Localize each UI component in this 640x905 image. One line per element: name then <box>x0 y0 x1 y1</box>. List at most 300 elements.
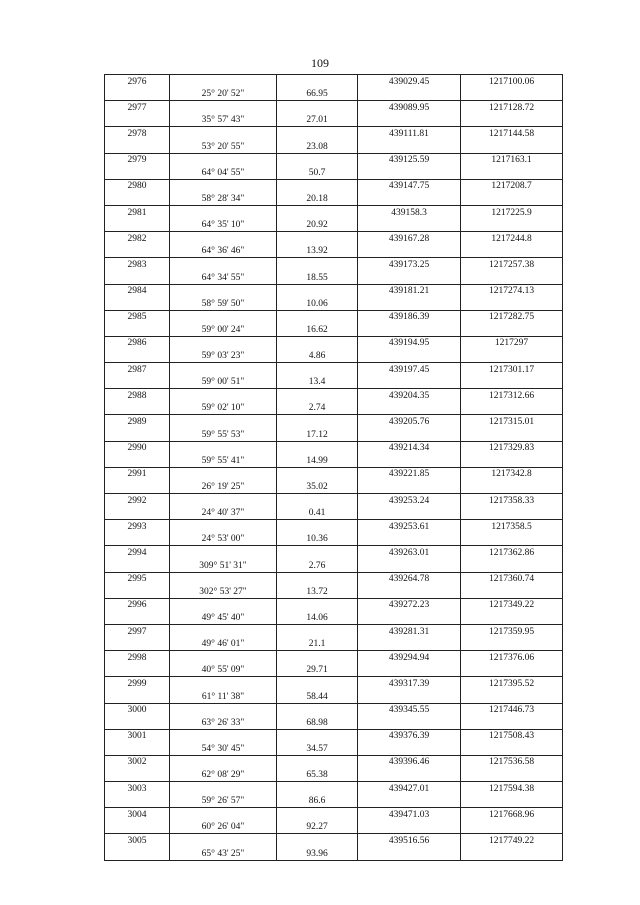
point-id-cell: 3001 <box>105 729 170 742</box>
northing-cell: 1217329.83 <box>461 441 563 454</box>
easting-cell: 439294.94 <box>358 651 461 664</box>
northing-cell: 1217508.43 <box>461 729 563 742</box>
easting-cell: 439111.81 <box>358 127 461 140</box>
segment-row <box>105 140 563 153</box>
segment-id-empty-cell <box>105 795 170 808</box>
easting-cell: 439396.46 <box>358 755 461 768</box>
segment-y-empty-cell <box>461 297 563 310</box>
point-row <box>105 336 563 349</box>
segment-id-empty-cell <box>105 297 170 310</box>
northing-cell: 1217301.17 <box>461 363 563 376</box>
point-distance-empty-cell <box>277 520 358 533</box>
segment-y-empty-cell <box>461 847 563 860</box>
bearing-cell: 64° 34' 55" <box>170 271 277 284</box>
segment-y-empty-cell <box>461 88 563 101</box>
distance-cell: 16.62 <box>277 323 358 336</box>
segment-row <box>105 559 563 572</box>
coordinate-table <box>104 74 563 861</box>
point-row <box>105 572 563 585</box>
northing-cell: 1217163.1 <box>461 153 563 166</box>
point-row <box>105 101 563 114</box>
bearing-cell: 64° 04' 55" <box>170 166 277 179</box>
easting-cell: 439214.34 <box>358 441 461 454</box>
segment-id-empty-cell <box>105 768 170 781</box>
segment-id-empty-cell <box>105 376 170 389</box>
bearing-cell: 59° 55' 41" <box>170 454 277 467</box>
segment-id-empty-cell <box>105 821 170 834</box>
easting-cell: 439253.61 <box>358 520 461 533</box>
northing-cell: 1217446.73 <box>461 703 563 716</box>
bearing-cell: 59° 02' 10" <box>170 402 277 415</box>
distance-cell: 4.86 <box>277 349 358 362</box>
segment-x-empty-cell <box>358 88 461 101</box>
easting-cell: 439376.39 <box>358 729 461 742</box>
segment-x-empty-cell <box>358 219 461 232</box>
point-bearing-empty-cell <box>170 205 277 218</box>
point-bearing-empty-cell <box>170 703 277 716</box>
easting-cell: 439205.76 <box>358 415 461 428</box>
northing-cell: 1217128.72 <box>461 101 563 114</box>
segment-row <box>105 428 563 441</box>
point-distance-empty-cell <box>277 363 358 376</box>
segment-id-empty-cell <box>105 166 170 179</box>
bearing-cell: 64° 35' 10" <box>170 219 277 232</box>
segment-x-empty-cell <box>358 690 461 703</box>
point-bearing-empty-cell <box>170 258 277 271</box>
bearing-cell: 49° 46' 01" <box>170 638 277 651</box>
segment-id-empty-cell <box>105 507 170 520</box>
point-distance-empty-cell <box>277 624 358 637</box>
easting-cell: 439253.24 <box>358 494 461 507</box>
segment-row <box>105 821 563 834</box>
easting-cell: 439317.39 <box>358 677 461 690</box>
coordinate-table-body <box>105 75 563 861</box>
point-id-cell: 3003 <box>105 782 170 795</box>
point-row <box>105 389 563 402</box>
segment-x-empty-cell <box>358 795 461 808</box>
point-id-cell: 2997 <box>105 624 170 637</box>
segment-row <box>105 271 563 284</box>
point-row <box>105 677 563 690</box>
distance-cell: 92.27 <box>277 821 358 834</box>
point-distance-empty-cell <box>277 153 358 166</box>
point-id-cell: 2994 <box>105 546 170 559</box>
bearing-cell: 64° 36' 46" <box>170 245 277 258</box>
segment-x-empty-cell <box>358 768 461 781</box>
segment-x-empty-cell <box>358 271 461 284</box>
point-row <box>105 363 563 376</box>
segment-y-empty-cell <box>461 454 563 467</box>
segment-id-empty-cell <box>105 192 170 205</box>
northing-cell: 1217749.22 <box>461 834 563 847</box>
segment-x-empty-cell <box>358 821 461 834</box>
point-distance-empty-cell <box>277 310 358 323</box>
point-bearing-empty-cell <box>170 232 277 245</box>
distance-cell: 14.06 <box>277 611 358 624</box>
bearing-cell: 24° 53' 00" <box>170 533 277 546</box>
point-row <box>105 441 563 454</box>
segment-id-empty-cell <box>105 271 170 284</box>
northing-cell: 1217594.38 <box>461 782 563 795</box>
point-id-cell: 2995 <box>105 572 170 585</box>
point-distance-empty-cell <box>277 415 358 428</box>
bearing-cell: 60° 26' 04" <box>170 821 277 834</box>
page-number: 109 <box>311 56 329 70</box>
segment-id-empty-cell <box>105 140 170 153</box>
distance-cell: 27.01 <box>277 114 358 127</box>
easting-cell: 439167.28 <box>358 232 461 245</box>
bearing-cell: 49° 45' 40" <box>170 611 277 624</box>
northing-cell: 1217244.8 <box>461 232 563 245</box>
point-row <box>105 258 563 271</box>
point-distance-empty-cell <box>277 494 358 507</box>
point-distance-empty-cell <box>277 782 358 795</box>
segment-y-empty-cell <box>461 664 563 677</box>
segment-x-empty-cell <box>358 664 461 677</box>
northing-cell: 1217297 <box>461 336 563 349</box>
point-id-cell: 2977 <box>105 101 170 114</box>
point-distance-empty-cell <box>277 546 358 559</box>
bearing-cell: 59° 00' 51" <box>170 376 277 389</box>
northing-cell: 1217536.58 <box>461 755 563 768</box>
point-distance-empty-cell <box>277 75 358 88</box>
point-distance-empty-cell <box>277 808 358 821</box>
segment-row <box>105 245 563 258</box>
coordinate-table-container <box>104 74 559 861</box>
segment-row <box>105 690 563 703</box>
point-bearing-empty-cell <box>170 651 277 664</box>
segment-row <box>105 742 563 755</box>
segment-id-empty-cell <box>105 454 170 467</box>
segment-y-empty-cell <box>461 376 563 389</box>
bearing-cell: 61° 11' 38" <box>170 690 277 703</box>
point-row <box>105 179 563 192</box>
point-id-cell: 2987 <box>105 363 170 376</box>
point-row <box>105 153 563 166</box>
segment-y-empty-cell <box>461 795 563 808</box>
segment-row <box>105 192 563 205</box>
distance-cell: 21.1 <box>277 638 358 651</box>
bearing-cell: 59° 00' 24" <box>170 323 277 336</box>
point-distance-empty-cell <box>277 232 358 245</box>
point-id-cell: 2976 <box>105 75 170 88</box>
point-bearing-empty-cell <box>170 808 277 821</box>
point-bearing-empty-cell <box>170 572 277 585</box>
segment-row <box>105 585 563 598</box>
bearing-cell: 63° 26' 33" <box>170 716 277 729</box>
point-id-cell: 2999 <box>105 677 170 690</box>
segment-y-empty-cell <box>461 140 563 153</box>
segment-y-empty-cell <box>461 402 563 415</box>
point-distance-empty-cell <box>277 598 358 611</box>
distance-cell: 13.4 <box>277 376 358 389</box>
bearing-cell: 58° 28' 34" <box>170 192 277 205</box>
point-id-cell: 2984 <box>105 284 170 297</box>
segment-y-empty-cell <box>461 559 563 572</box>
segment-y-empty-cell <box>461 716 563 729</box>
segment-row <box>105 376 563 389</box>
easting-cell: 439221.85 <box>358 467 461 480</box>
segment-x-empty-cell <box>358 480 461 493</box>
segment-x-empty-cell <box>358 611 461 624</box>
segment-row <box>105 533 563 546</box>
point-distance-empty-cell <box>277 834 358 847</box>
point-bearing-empty-cell <box>170 75 277 88</box>
northing-cell: 1217225.9 <box>461 205 563 218</box>
bearing-cell: 65° 43' 25" <box>170 847 277 860</box>
segment-row <box>105 114 563 127</box>
segment-x-empty-cell <box>358 507 461 520</box>
distance-cell: 0.41 <box>277 507 358 520</box>
segment-id-empty-cell <box>105 480 170 493</box>
point-bearing-empty-cell <box>170 782 277 795</box>
segment-x-empty-cell <box>358 559 461 572</box>
distance-cell: 66.95 <box>277 88 358 101</box>
bearing-cell: 58° 59' 50" <box>170 297 277 310</box>
distance-cell: 13.72 <box>277 585 358 598</box>
northing-cell: 1217362.86 <box>461 546 563 559</box>
point-row <box>105 415 563 428</box>
segment-y-empty-cell <box>461 638 563 651</box>
segment-id-empty-cell <box>105 847 170 860</box>
point-bearing-empty-cell <box>170 467 277 480</box>
point-bearing-empty-cell <box>170 520 277 533</box>
point-distance-empty-cell <box>277 677 358 690</box>
bearing-cell: 26° 19' 25" <box>170 480 277 493</box>
point-row <box>105 703 563 716</box>
point-id-cell: 2988 <box>105 389 170 402</box>
bearing-cell: 54° 30' 45" <box>170 742 277 755</box>
segment-y-empty-cell <box>461 768 563 781</box>
segment-id-empty-cell <box>105 585 170 598</box>
segment-x-empty-cell <box>358 376 461 389</box>
point-row <box>105 205 563 218</box>
distance-cell: 23.08 <box>277 140 358 153</box>
point-distance-empty-cell <box>277 572 358 585</box>
segment-y-empty-cell <box>461 271 563 284</box>
segment-row <box>105 297 563 310</box>
segment-id-empty-cell <box>105 402 170 415</box>
point-id-cell: 2991 <box>105 467 170 480</box>
point-id-cell: 2989 <box>105 415 170 428</box>
point-bearing-empty-cell <box>170 363 277 376</box>
easting-cell: 439125.59 <box>358 153 461 166</box>
segment-id-empty-cell <box>105 428 170 441</box>
segment-row <box>105 507 563 520</box>
point-row <box>105 808 563 821</box>
point-id-cell: 2990 <box>105 441 170 454</box>
bearing-cell: 59° 55' 53" <box>170 428 277 441</box>
northing-cell: 1217257.38 <box>461 258 563 271</box>
easting-cell: 439181.21 <box>358 284 461 297</box>
segment-y-empty-cell <box>461 114 563 127</box>
segment-y-empty-cell <box>461 166 563 179</box>
northing-cell: 1217358.5 <box>461 520 563 533</box>
segment-x-empty-cell <box>358 454 461 467</box>
point-bearing-empty-cell <box>170 598 277 611</box>
point-distance-empty-cell <box>277 336 358 349</box>
bearing-cell: 59° 26' 57" <box>170 795 277 808</box>
point-id-cell: 2979 <box>105 153 170 166</box>
segment-x-empty-cell <box>358 585 461 598</box>
segment-row <box>105 88 563 101</box>
segment-y-empty-cell <box>461 507 563 520</box>
segment-id-empty-cell <box>105 245 170 258</box>
point-row <box>105 467 563 480</box>
segment-x-empty-cell <box>358 192 461 205</box>
easting-cell: 439029.45 <box>358 75 461 88</box>
point-distance-empty-cell <box>277 389 358 402</box>
point-id-cell: 3005 <box>105 834 170 847</box>
segment-x-empty-cell <box>358 428 461 441</box>
segment-x-empty-cell <box>358 297 461 310</box>
bearing-cell: 24° 40' 37" <box>170 507 277 520</box>
point-bearing-empty-cell <box>170 336 277 349</box>
segment-x-empty-cell <box>358 847 461 860</box>
segment-row <box>105 166 563 179</box>
point-distance-empty-cell <box>277 467 358 480</box>
easting-cell: 439427.01 <box>358 782 461 795</box>
segment-row <box>105 219 563 232</box>
point-id-cell: 3002 <box>105 755 170 768</box>
segment-y-empty-cell <box>461 219 563 232</box>
segment-y-empty-cell <box>461 611 563 624</box>
segment-y-empty-cell <box>461 690 563 703</box>
bearing-cell: 25° 20' 52" <box>170 88 277 101</box>
point-id-cell: 2985 <box>105 310 170 323</box>
distance-cell: 14.99 <box>277 454 358 467</box>
point-bearing-empty-cell <box>170 546 277 559</box>
easting-cell: 439272.23 <box>358 598 461 611</box>
distance-cell: 35.02 <box>277 480 358 493</box>
segment-x-empty-cell <box>358 638 461 651</box>
segment-row <box>105 638 563 651</box>
segment-x-empty-cell <box>358 114 461 127</box>
segment-id-empty-cell <box>105 716 170 729</box>
point-row <box>105 232 563 245</box>
segment-row <box>105 454 563 467</box>
point-distance-empty-cell <box>277 284 358 297</box>
distance-cell: 50.7 <box>277 166 358 179</box>
point-bearing-empty-cell <box>170 101 277 114</box>
segment-id-empty-cell <box>105 114 170 127</box>
segment-row <box>105 323 563 336</box>
point-id-cell: 2982 <box>105 232 170 245</box>
point-id-cell: 2996 <box>105 598 170 611</box>
northing-cell: 1217315.01 <box>461 415 563 428</box>
easting-cell: 439264.78 <box>358 572 461 585</box>
northing-cell: 1217282.75 <box>461 310 563 323</box>
point-id-cell: 2981 <box>105 205 170 218</box>
distance-cell: 10.36 <box>277 533 358 546</box>
point-distance-empty-cell <box>277 258 358 271</box>
segment-y-empty-cell <box>461 821 563 834</box>
segment-id-empty-cell <box>105 219 170 232</box>
easting-cell: 439089.95 <box>358 101 461 114</box>
northing-cell: 1217274.13 <box>461 284 563 297</box>
northing-cell: 1217208.7 <box>461 179 563 192</box>
point-bearing-empty-cell <box>170 153 277 166</box>
segment-id-empty-cell <box>105 638 170 651</box>
segment-id-empty-cell <box>105 664 170 677</box>
point-distance-empty-cell <box>277 127 358 140</box>
segment-row <box>105 611 563 624</box>
northing-cell: 1217360.74 <box>461 572 563 585</box>
point-row <box>105 127 563 140</box>
distance-cell: 58.44 <box>277 690 358 703</box>
segment-x-empty-cell <box>358 140 461 153</box>
bearing-cell: 62° 08' 29" <box>170 768 277 781</box>
segment-id-empty-cell <box>105 88 170 101</box>
segment-x-empty-cell <box>358 742 461 755</box>
segment-x-empty-cell <box>358 349 461 362</box>
point-bearing-empty-cell <box>170 415 277 428</box>
segment-row <box>105 847 563 860</box>
bearing-cell: 53° 20' 55" <box>170 140 277 153</box>
segment-row <box>105 480 563 493</box>
point-id-cell: 3004 <box>105 808 170 821</box>
northing-cell: 1217349.22 <box>461 598 563 611</box>
point-distance-empty-cell <box>277 101 358 114</box>
point-id-cell: 2992 <box>105 494 170 507</box>
segment-id-empty-cell <box>105 349 170 362</box>
distance-cell: 18.55 <box>277 271 358 284</box>
distance-cell: 2.74 <box>277 402 358 415</box>
segment-x-empty-cell <box>358 323 461 336</box>
point-bearing-empty-cell <box>170 729 277 742</box>
point-row <box>105 729 563 742</box>
segment-id-empty-cell <box>105 742 170 755</box>
segment-id-empty-cell <box>105 559 170 572</box>
easting-cell: 439194.95 <box>358 336 461 349</box>
segment-x-empty-cell <box>358 166 461 179</box>
segment-id-empty-cell <box>105 611 170 624</box>
segment-y-empty-cell <box>461 245 563 258</box>
distance-cell: 86.6 <box>277 795 358 808</box>
segment-y-empty-cell <box>461 742 563 755</box>
point-distance-empty-cell <box>277 651 358 664</box>
segment-row <box>105 716 563 729</box>
easting-cell: 439197.45 <box>358 363 461 376</box>
point-distance-empty-cell <box>277 441 358 454</box>
segment-y-empty-cell <box>461 323 563 336</box>
segment-y-empty-cell <box>461 533 563 546</box>
segment-y-empty-cell <box>461 585 563 598</box>
point-bearing-empty-cell <box>170 441 277 454</box>
point-row <box>105 624 563 637</box>
northing-cell: 1217358.33 <box>461 494 563 507</box>
point-id-cell: 2983 <box>105 258 170 271</box>
distance-cell: 29.71 <box>277 664 358 677</box>
point-bearing-empty-cell <box>170 624 277 637</box>
segment-x-empty-cell <box>358 533 461 546</box>
distance-cell: 34.57 <box>277 742 358 755</box>
segment-y-empty-cell <box>461 480 563 493</box>
northing-cell: 1217359.95 <box>461 624 563 637</box>
point-distance-empty-cell <box>277 729 358 742</box>
point-row <box>105 834 563 847</box>
point-row <box>105 598 563 611</box>
distance-cell: 20.92 <box>277 219 358 232</box>
distance-cell: 2.76 <box>277 559 358 572</box>
segment-id-empty-cell <box>105 323 170 336</box>
easting-cell: 439516.56 <box>358 834 461 847</box>
segment-x-empty-cell <box>358 716 461 729</box>
easting-cell: 439471.03 <box>358 808 461 821</box>
bearing-cell: 302° 53' 27" <box>170 585 277 598</box>
bearing-cell: 59° 03' 23" <box>170 349 277 362</box>
distance-cell: 68.98 <box>277 716 358 729</box>
